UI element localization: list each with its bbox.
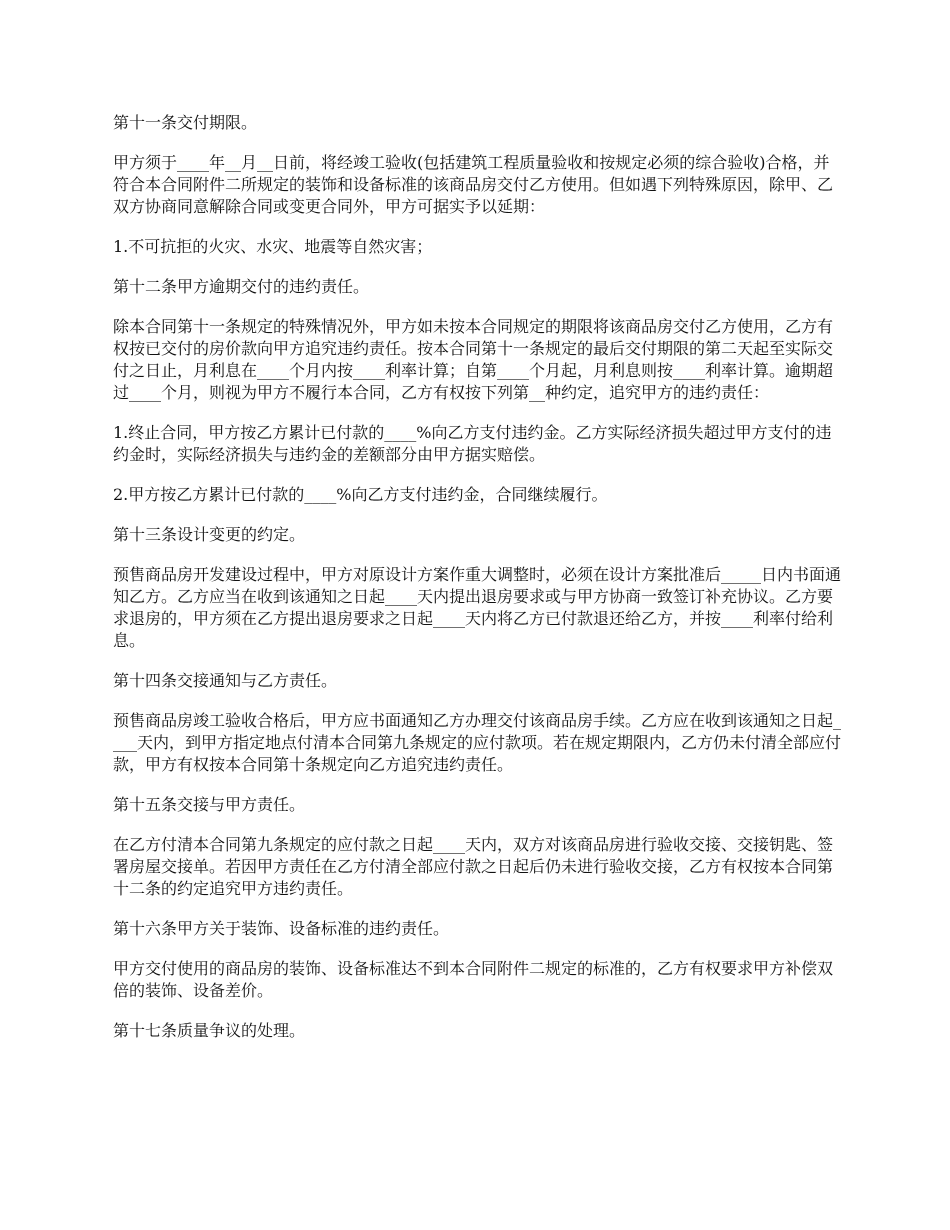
article-11-item-1: 1.不可抗拒的火灾、水灾、地震等自然灾害； [113,237,433,256]
article-13-body: 预售商品房开发建设过程中，甲方对原设计方案作重大调整时，必须在设计方案批准后_____日内书面通知乙方。乙方应当在收到该通知之日起____天内提出退房要求或与甲方协商一致签订补充协议。乙方要求退房的，甲方须在乙方提出退房要求之日起____天内将乙方已付款退还给乙方，并按____利率付给利息。 [113,565,842,650]
document-page [113,112,843,1060]
article-12-body: 除本合同第十一条规定的特殊情况外，甲方如未按本合同规定的期限将该商品房交付乙方使用，乙方有权按已交付的房价款向甲方追究违约责任。按本合同第十一条规定的最后交付期限的第二天起至实际交付之日止，月利息在____个月内按____利率计算；自第____个月起，月利息则按____利率计算。逾期超过____个月，则视为甲方不履行本合同，乙方有权按下列第__种约定，追究甲方的违约责任： [113,317,834,402]
article-12-item-1: 1.终止合同，甲方按乙方累计已付款的____%向乙方支付违约金。乙方实际经济损失超过甲方支付的违约金时，实际经济损失与违约金的差额部分由甲方据实赔偿。 [113,423,832,464]
article-12-item-2: 2.甲方按乙方累计已付款的____%向乙方支付违约金，合同继续履行。 [113,485,608,504]
article-13-heading: 第十三条设计变更的约定。 [113,525,306,544]
article-15-body: 在乙方付清本合同第九条规定的应付款之日起____天内，双方对该商品房进行验收交接、交接钥匙、签署房屋交接单。若因甲方责任在乙方付清全部应付款之日起后仍未进行验收交接，乙方有权按本合同第十二条的约定追究甲方违约责任。 [113,835,834,898]
article-14-body: 预售商品房竣工验收合格后，甲方应书面通知乙方办理交付该商品房手续。乙方应在收到该通知之日起____天内，到甲方指定地点付清本合同第九条规定的应付款项。若在规定期限内，乙方仍未付清全部应付款，甲方有权按本合同第十条规定向乙方追究违约责任。 [113,711,842,774]
article-17-heading: 第十七条质量争议的处理。 [113,1021,306,1040]
article-12-heading: 第十二条甲方逾期交付的违约责任。 [113,277,370,296]
article-11-heading: 第十一条交付期限。 [113,113,258,132]
article-11-body: 甲方须于____年__月__日前，将经竣工验收(包括建筑工程质量验收和按规定必须的综合验收)合格，并符合本合同附件二所规定的装饰和设备标准的该商品房交付乙方使用。但如遇下列特殊原因，除甲、乙双方协商同意解除合同或变更合同外，甲方可据实予以延期： [113,153,834,216]
article-14-heading: 第十四条交接通知与乙方责任。 [113,671,338,690]
article-16-heading: 第十六条甲方关于装饰、设备标准的违约责任。 [113,919,450,938]
article-16-body: 甲方交付使用的商品房的装饰、设备标准达不到本合同附件二规定的标准的，乙方有权要求甲方补偿双倍的装饰、设备差价。 [113,959,834,1000]
article-15-heading: 第十五条交接与甲方责任。 [113,795,306,814]
